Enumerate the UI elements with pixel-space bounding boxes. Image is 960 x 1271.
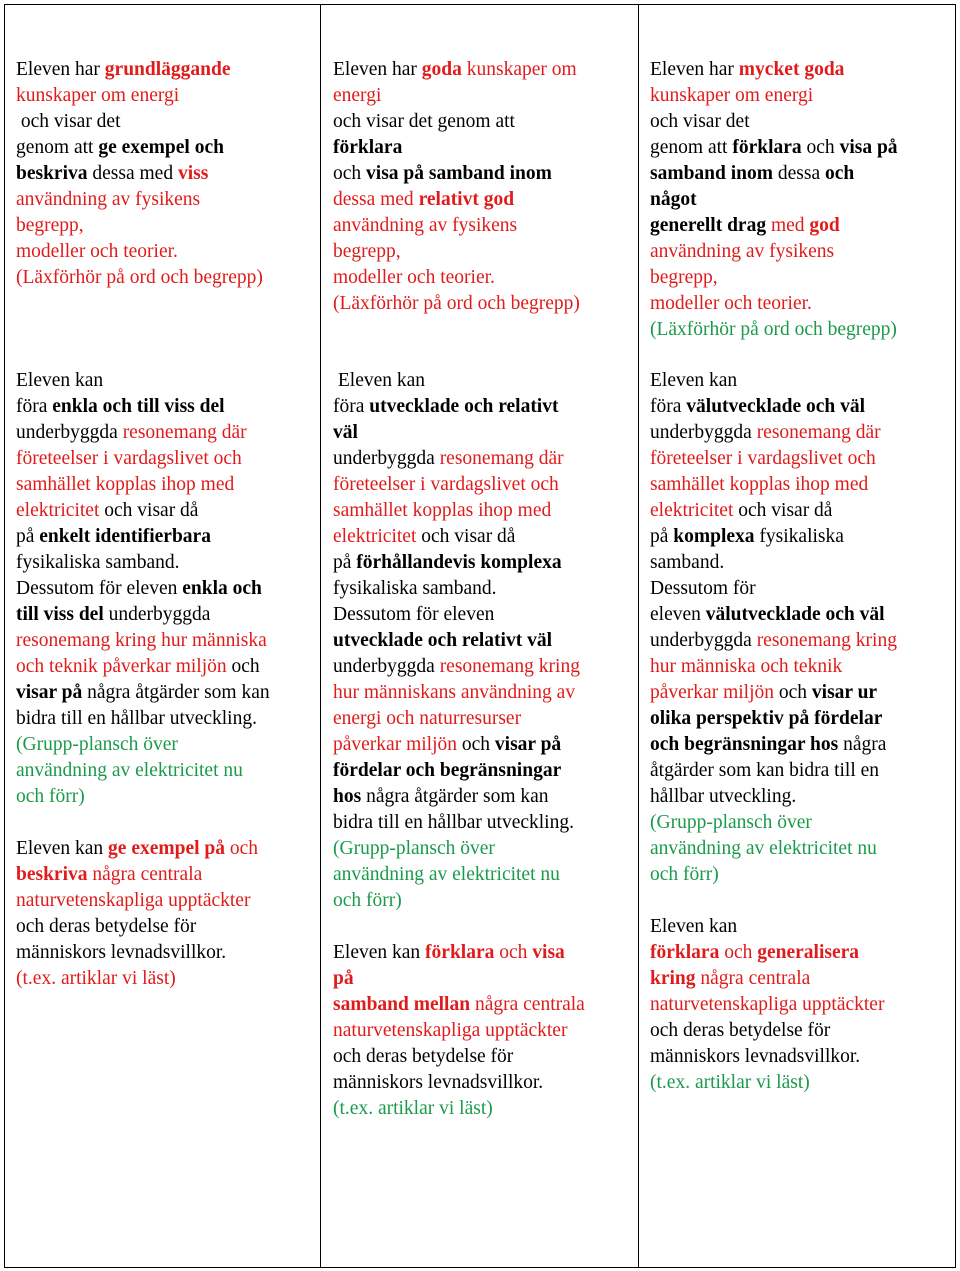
text-line: [333, 446, 635, 472]
text-run: och: [225, 838, 259, 859]
text-run: resonemang kring: [756, 630, 897, 651]
text-line: [650, 550, 954, 576]
text-line: [650, 732, 954, 758]
text-line: [16, 706, 316, 732]
text-line: [650, 1044, 954, 1070]
text-line: [650, 420, 954, 446]
text-line: [650, 1070, 954, 1096]
text-line: [650, 291, 954, 317]
text-line: [333, 836, 635, 862]
text-run: visa på samband inom: [366, 163, 552, 184]
text-line: [333, 368, 635, 394]
text-run: fysikaliska samband.: [333, 578, 497, 599]
text-run: och deras betydelse för: [650, 1020, 831, 1041]
text-run: olika perspektiv på fördelar: [650, 708, 883, 729]
text-run: visar på: [16, 682, 83, 703]
text-line: [16, 576, 316, 602]
text-line: [650, 940, 954, 966]
text-run: fysikaliska samband.: [16, 552, 180, 573]
text-run: visa: [532, 942, 565, 963]
text-run: och begränsningar hos: [650, 734, 839, 755]
cell-r0-c1: [333, 57, 635, 317]
text-run: användning av fysikens: [333, 215, 518, 236]
text-run: resonemang kring hur människa: [16, 630, 267, 651]
text-line: [333, 602, 635, 628]
text-run: eleven: [650, 604, 706, 625]
text-line: [333, 239, 635, 265]
text-run: naturvetenskapliga upptäckter: [650, 994, 885, 1015]
text-run: samhället kopplas ihop med: [333, 500, 552, 521]
text-line: [333, 654, 635, 680]
text-run: relativt god: [418, 189, 515, 210]
text-line: [650, 966, 954, 992]
text-run: dessa: [773, 163, 825, 184]
text-run: modeller och teorier.: [16, 241, 178, 262]
text-run: och förr): [650, 864, 719, 885]
text-run: dessa med: [333, 189, 419, 210]
text-line: [16, 135, 316, 161]
text-run: och: [333, 163, 367, 184]
text-line: [333, 784, 635, 810]
text-line: [16, 187, 316, 213]
text-run: med: [766, 215, 810, 236]
text-run: elektricitet: [333, 526, 417, 547]
text-run: resonemang där: [439, 448, 564, 469]
text-line: [650, 498, 954, 524]
text-line: [16, 472, 316, 498]
text-line: [333, 1044, 635, 1070]
text-run: på: [650, 526, 674, 547]
text-line: [333, 524, 635, 550]
text-line: [650, 836, 954, 862]
text-run: användning av elektricitet nu: [16, 760, 243, 781]
text-line: [333, 1096, 635, 1122]
text-line: [333, 888, 635, 914]
text-line: [650, 758, 954, 784]
text-run: några åtgärder som kan: [361, 786, 549, 807]
text-run: på: [16, 526, 40, 547]
text-run: väl: [333, 422, 358, 443]
text-run: Dessutom för eleven: [333, 604, 495, 625]
text-line: [333, 265, 635, 291]
text-run: god: [809, 215, 840, 236]
text-run: (Läxförhör på ord och begrepp): [333, 293, 580, 314]
text-line: [333, 57, 635, 83]
text-run: föra: [16, 396, 53, 417]
text-run: komplexa: [673, 526, 755, 547]
text-run: naturvetenskapliga upptäckter: [16, 890, 251, 911]
text-line: [16, 940, 316, 966]
text-run: förklara: [732, 137, 802, 158]
text-line: [650, 706, 954, 732]
text-run: människors levnadsvillkor.: [16, 942, 227, 963]
text-line: [650, 135, 954, 161]
text-run: och: [774, 682, 812, 703]
text-line: [333, 498, 635, 524]
text-run: utvecklade och relativt väl: [333, 630, 552, 651]
text-run: några centrala: [470, 994, 585, 1015]
text-line: [16, 57, 316, 83]
text-line: [333, 966, 635, 992]
text-run: Eleven kan: [16, 838, 109, 859]
text-line: [650, 628, 954, 654]
text-line: [650, 317, 954, 343]
text-run: och förr): [16, 786, 85, 807]
text-run: beskriva: [16, 864, 88, 885]
text-line: [16, 888, 316, 914]
text-run: underbyggda: [650, 630, 757, 651]
text-run: företeelser i vardagslivet och: [333, 474, 559, 495]
text-run: goda: [421, 59, 462, 80]
text-line: [16, 914, 316, 940]
text-run: grundläggande: [104, 59, 231, 80]
text-run: kunskaper om: [461, 59, 577, 80]
text-line: [650, 187, 954, 213]
text-run: Eleven kan: [650, 916, 738, 937]
text-run: samhället kopplas ihop med: [16, 474, 235, 495]
text-line: [650, 83, 954, 109]
text-line: [650, 472, 954, 498]
text-run: (t.ex. artiklar vi läst): [333, 1098, 493, 1119]
text-line: [650, 784, 954, 810]
text-run: hos: [333, 786, 362, 807]
text-run: underbyggda: [650, 422, 757, 443]
text-run: utvecklade och relativt: [369, 396, 559, 417]
text-run: viss: [177, 163, 209, 184]
text-run: några åtgärder som kan: [82, 682, 270, 703]
text-line: [16, 161, 316, 187]
text-line: [333, 420, 635, 446]
text-line: [16, 966, 316, 992]
text-line: [650, 992, 954, 1018]
text-run: människors levnadsvillkor.: [333, 1072, 544, 1093]
text-run: åtgärder som kan bidra till en: [650, 760, 880, 781]
text-run: Dessutom för eleven: [16, 578, 183, 599]
text-run: förklara: [425, 942, 495, 963]
text-line: [16, 498, 316, 524]
text-line: [16, 524, 316, 550]
text-run: beskriva: [16, 163, 88, 184]
text-line: [650, 862, 954, 888]
text-line: [333, 1018, 635, 1044]
text-run: förhållandevis komplexa: [356, 552, 562, 573]
text-line: [333, 940, 635, 966]
text-run: elektricitet: [650, 500, 734, 521]
text-line: [16, 836, 316, 862]
text-run: enkla och: [182, 578, 262, 599]
text-run: Eleven kan: [650, 370, 738, 391]
text-run: Eleven kan: [333, 370, 426, 391]
text-run: enkla och till viss del: [52, 396, 225, 417]
text-run: genom att: [650, 137, 733, 158]
text-run: och visar det genom att: [333, 111, 515, 132]
text-run: hållbar utveckling.: [650, 786, 797, 807]
text-run: mycket goda: [738, 59, 845, 80]
text-run: och: [494, 942, 533, 963]
text-line: [650, 602, 954, 628]
text-line: [333, 680, 635, 706]
text-line: [16, 265, 316, 291]
text-line: [16, 758, 316, 784]
text-line: [333, 291, 635, 317]
text-run: Eleven har: [650, 59, 739, 80]
text-line: [16, 784, 316, 810]
text-line: [16, 83, 316, 109]
text-line: [16, 420, 316, 446]
text-run: användning av elektricitet nu: [333, 864, 560, 885]
text-line: [650, 914, 954, 940]
text-line: [333, 576, 635, 602]
text-run: energi och naturresurser: [333, 708, 522, 729]
text-run: föra: [333, 396, 370, 417]
cell-r1-c0: [16, 368, 316, 992]
text-run: fördelar och begränsningar: [333, 760, 562, 781]
text-run: och: [719, 942, 758, 963]
text-line: [16, 213, 316, 239]
text-line: [650, 1018, 954, 1044]
text-run: begrepp,: [333, 241, 401, 262]
text-line: [650, 576, 954, 602]
text-run: välutvecklade och väl: [686, 396, 866, 417]
text-run: kunskaper om energi: [650, 85, 814, 106]
text-run: Dessutom för: [650, 578, 756, 599]
text-run: och: [801, 137, 840, 158]
text-run: modeller och teorier.: [333, 267, 495, 288]
text-line: [16, 654, 316, 680]
text-run: föra: [650, 396, 687, 417]
text-run: enkelt identifierbara: [39, 526, 211, 547]
text-run: något: [650, 189, 697, 210]
text-run: kunskaper om energi: [16, 85, 180, 106]
text-run: och teknik påverkar miljön: [16, 656, 227, 677]
text-run: och visar det: [650, 111, 750, 132]
text-run: och deras betydelse för: [333, 1046, 514, 1067]
text-run: användning av fysikens: [650, 241, 835, 262]
text-run: begrepp,: [16, 215, 84, 236]
text-run: (Grupp-plansch över: [16, 734, 178, 755]
text-run: modeller och teorier.: [650, 293, 812, 314]
text-run: användning av fysikens: [16, 189, 201, 210]
text-run: (t.ex. artiklar vi läst): [650, 1072, 810, 1093]
text-run: användning av elektricitet nu: [650, 838, 877, 859]
text-line: [650, 239, 954, 265]
text-run: några centrala: [87, 864, 203, 885]
text-line: [650, 654, 954, 680]
text-line: [333, 472, 635, 498]
text-line: [333, 394, 635, 420]
text-run: och: [825, 163, 855, 184]
text-run: genom att: [16, 137, 99, 158]
text-line: [16, 732, 316, 758]
text-run: och visar då: [99, 500, 199, 521]
text-run: underbyggda: [333, 448, 440, 469]
text-line: [16, 446, 316, 472]
text-run: generellt drag: [650, 215, 767, 236]
text-line: [333, 706, 635, 732]
text-line: [16, 680, 316, 706]
text-line: [16, 109, 316, 135]
text-line: [16, 550, 316, 576]
text-run: kring: [650, 968, 696, 989]
text-run: människors levnadsvillkor.: [650, 1046, 861, 1067]
text-run: visa på: [839, 137, 898, 158]
text-line: [333, 213, 635, 239]
text-run: och förr): [333, 890, 402, 911]
text-run: till viss del: [16, 604, 104, 625]
text-run: generalisera: [757, 942, 860, 963]
cell-r1-c1: [333, 368, 635, 1122]
text-line: [333, 810, 635, 836]
text-line: [333, 550, 635, 576]
text-run: bidra till en hållbar utveckling.: [333, 812, 574, 833]
cell-r0-c0: [16, 57, 316, 291]
text-run: fysikaliska: [754, 526, 844, 547]
text-run: förklara: [333, 137, 403, 158]
text-run: hur människans användning av: [333, 682, 576, 703]
text-run: resonemang där: [756, 422, 881, 443]
text-line: [650, 524, 954, 550]
text-run: Eleven kan: [333, 942, 426, 963]
text-line: [650, 161, 954, 187]
text-line: [650, 368, 954, 394]
text-line: [333, 161, 635, 187]
text-run: samhället kopplas ihop med: [650, 474, 869, 495]
text-line: [333, 992, 635, 1018]
text-run: (Läxförhör på ord och begrepp): [16, 267, 263, 288]
text-run: och visar det: [16, 111, 121, 132]
text-run: och visar då: [416, 526, 516, 547]
column-divider: [320, 4, 321, 1268]
text-run: samband.: [650, 552, 725, 573]
text-line: [16, 602, 316, 628]
text-run: hur människa och teknik: [650, 656, 843, 677]
text-run: förklara: [650, 942, 720, 963]
text-run: Eleven har: [333, 59, 422, 80]
text-run: (Grupp-plansch över: [650, 812, 812, 833]
text-run: på: [333, 968, 354, 989]
text-line: [650, 680, 954, 706]
text-run: ge exempel och: [98, 137, 224, 158]
text-run: företeelser i vardagslivet och: [650, 448, 876, 469]
text-run: underbyggda: [16, 422, 123, 443]
cell-r0-c2: [650, 57, 954, 343]
text-line: [333, 862, 635, 888]
text-run: på: [333, 552, 357, 573]
text-run: påverkar miljön: [333, 734, 457, 755]
text-run: underbyggda: [333, 656, 440, 677]
column-divider: [638, 4, 639, 1268]
text-line: [333, 187, 635, 213]
text-line: [16, 862, 316, 888]
paragraph-gap: [333, 914, 635, 940]
text-run: Eleven kan: [16, 370, 104, 391]
text-run: naturvetenskapliga upptäckter: [333, 1020, 568, 1041]
text-line: [333, 109, 635, 135]
text-run: några centrala: [695, 968, 811, 989]
text-line: [650, 265, 954, 291]
paragraph-gap: [16, 810, 316, 836]
text-run: (Läxförhör på ord och begrepp): [650, 319, 897, 340]
text-run: begrepp,: [650, 267, 718, 288]
text-run: underbyggda: [103, 604, 211, 625]
text-run: och visar då: [733, 500, 833, 521]
text-run: och: [226, 656, 260, 677]
text-line: [16, 368, 316, 394]
text-run: samband mellan: [333, 994, 471, 1015]
text-run: energi: [333, 85, 382, 106]
text-run: Eleven har: [16, 59, 105, 80]
text-line: [650, 213, 954, 239]
text-run: påverkar miljön: [650, 682, 774, 703]
text-run: samband inom: [650, 163, 773, 184]
text-run: ge exempel på: [108, 838, 226, 859]
text-run: några: [838, 734, 887, 755]
text-run: elektricitet: [16, 500, 100, 521]
text-line: [333, 732, 635, 758]
text-run: resonemang där: [122, 422, 247, 443]
text-line: [650, 57, 954, 83]
text-line: [16, 628, 316, 654]
text-line: [333, 83, 635, 109]
text-line: [333, 1070, 635, 1096]
text-run: dessa med: [87, 163, 178, 184]
text-run: och: [457, 734, 495, 755]
text-run: visar ur: [811, 682, 878, 703]
text-line: [650, 394, 954, 420]
text-line: [333, 758, 635, 784]
text-line: [333, 135, 635, 161]
text-run: välutvecklade och väl: [705, 604, 885, 625]
text-run: resonemang kring: [439, 656, 580, 677]
text-line: [650, 109, 954, 135]
text-run: (t.ex. artiklar vi läst): [16, 968, 176, 989]
text-run: företeelser i vardagslivet och: [16, 448, 242, 469]
text-run: (Grupp-plansch över: [333, 838, 495, 859]
text-run: och deras betydelse för: [16, 916, 197, 937]
text-line: [333, 628, 635, 654]
text-run: visar på: [494, 734, 562, 755]
text-line: [650, 446, 954, 472]
paragraph-gap: [650, 888, 954, 914]
text-run: bidra till en hållbar utveckling.: [16, 708, 257, 729]
text-line: [16, 239, 316, 265]
text-line: [16, 394, 316, 420]
text-line: [650, 810, 954, 836]
cell-r1-c2: [650, 368, 954, 1096]
